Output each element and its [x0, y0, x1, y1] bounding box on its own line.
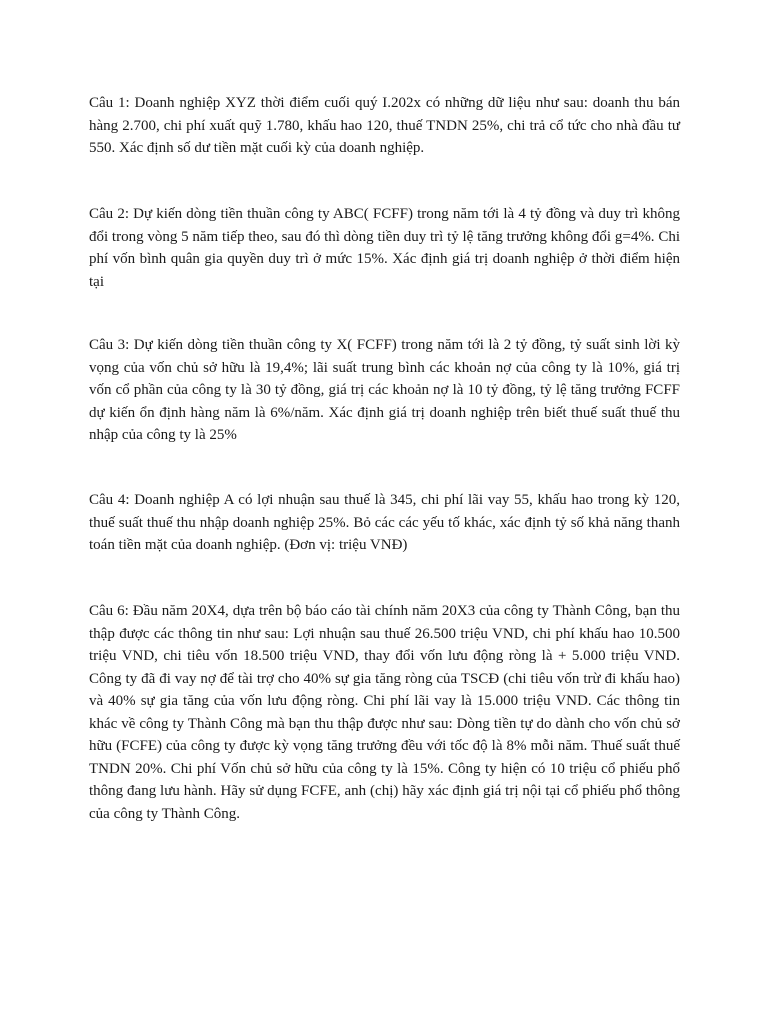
question-1: Câu 1: Doanh nghiệp XYZ thời điểm cuối quý I.202x có những dữ liệu như sau: doanh thu bán hàng 2.700, chi phí xuất quỹ 1.780, khấu hao 120, thuế TNDN 25%, chi trả cổ tức cho nhà đầu tư 550. Xác định số dư tiền mặt cuối kỳ của doanh nghiệp. — [89, 95, 680, 156]
question-6: Câu 6: Đầu năm 20X4, dựa trên bộ báo cáo tài chính năm 20X3 của công ty Thành Công, bạn thu thập được các thông tin như sau: Lợi nhuận sau thuế 26.500 triệu VND, chi phí khấu hao 10.500 triệu VND, chi tiêu vốn 18.500 triệu VND, thay đổi vốn lưu động ròng là + 5.000 triệu VND. Công ty đã đi vay nợ để tài trợ cho 40% sự gia tăng ròng của TSCĐ (chi tiêu vốn trừ đi khấu hao) và 40% sự gia tăng của vốn lưu động ròng. Chi phí lãi vay là 15.000 triệu VND. Các thông tin khác về công ty Thành Công mà bạn thu thập được như sau: Dòng tiền tự do dành cho vốn chủ sở hữu (FCFE) của công ty được kỳ vọng tăng trưởng đều với tốc độ là 8% mỗi năm. Thuế suất thuế TNDN 20%. Chi phí Vốn chủ sở hữu của công ty là 15%. Công ty hiện có 10 triệu cổ phiếu phổ thông đang lưu hành. Hãy sử dụng FCFE, anh (chị) hãy xác định giá trị nội tại cổ phiếu phổ thông của công ty Thành Công. — [89, 603, 680, 822]
question-2: Câu 2: Dự kiến dòng tiền thuần công ty ABC( FCFF) trong năm tới là 4 tỷ đồng và duy trì không đổi trong vòng 5 năm tiếp theo, sau đó thì dòng tiền duy trì tỷ lệ tăng trưởng không đổi g=4%. Chi phí vốn bình quân gia quyền duy trì ở mức 15%. Xác định giá trị doanh nghiệp ở thời điểm hiện tại — [89, 206, 680, 290]
question-3: Câu 3: Dự kiến dòng tiền thuần công ty X( FCFF) trong năm tới là 2 tỷ đồng, tỷ suất sinh lời kỳ vọng của vốn chủ sở hữu là 19,4%; lãi suất trung bình các khoản nợ của công ty là 10%, giá trị vốn cổ phần của công ty là 30 tỷ đồng, giá trị các khoản nợ là 10 tỷ đồng, tỷ lệ tăng trưởng FCFF dự kiến ổn định hàng năm là 6%/năm. Xác định giá trị doanh nghiệp trên biết thuế suất thuế thu nhập của công ty là 25% — [89, 337, 680, 443]
question-4: Câu 4: Doanh nghiệp A có lợi nhuận sau thuế là 345, chi phí lãi vay 55, khấu hao trong kỳ 120, thuế suất thuế thu nhập doanh nghiệp 25%. Bỏ các các yếu tố khác, xác định tỷ số khả năng thanh toán tiền mặt của doanh nghiệp. (Đơn vị: triệu VNĐ) — [89, 492, 680, 553]
